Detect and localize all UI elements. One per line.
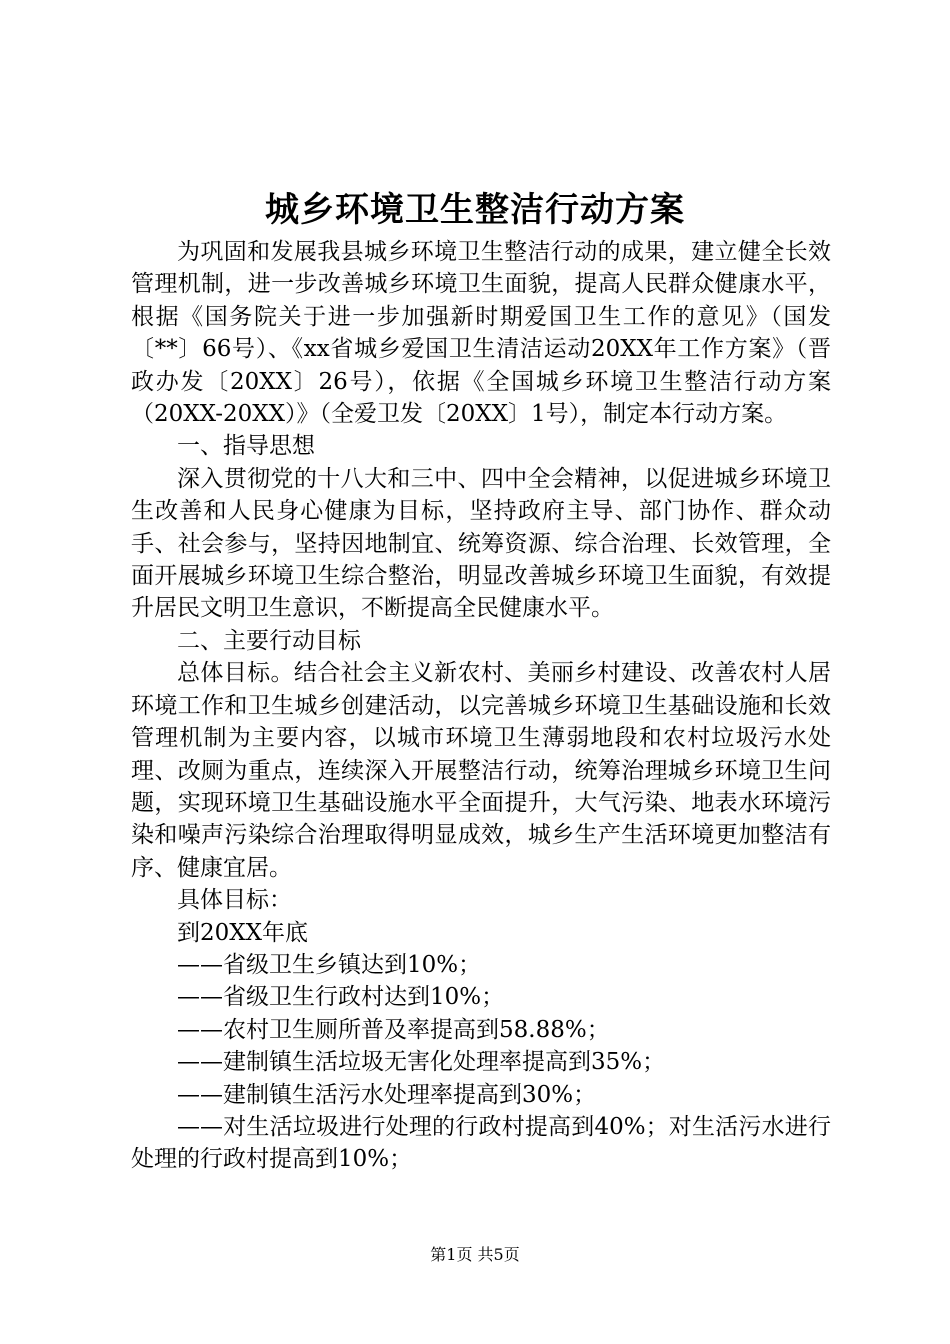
paragraph-overall-goal: 总体目标。结合社会主义新农村、美丽乡村建设、改善农村人居环境工作和卫生城乡创建活动，以完善城乡环境卫生基础设施和长效管理机制为主要内容，以城市环境卫生薄弱地段和农村垃圾污水处理、改厕为重点，连续深入开展整洁行动，统筹治理城乡环境卫生问题，实现环境卫生基础设施水平全面提升，大气污染、地表水环境污染和噪声污染综合治理取得明显成效，城乡生产生活环境更加整洁有序、健康宜居。	[131, 660, 831, 881]
paragraph-guiding-ideology: 深入贯彻党的十八大和三中、四中全会精神，以促进城乡环境卫生改善和人民身心健康为目标，坚持政府主导、部门协作、群众动手、社会参与，坚持因地制宜、统筹资源、综合治理、长效管理，全面开展城乡环境卫生综合整治，明显改善城乡环境卫生面貌，有效提升居民文明卫生意识，不断提高全民健康水平。	[131, 465, 831, 622]
page-footer: 第1页 共5页	[430, 1245, 520, 1264]
list-item-goal: ——农村卫生厕所普及率提高到58.88%；	[177, 1016, 610, 1043]
list-item-goal: ——对生活垃圾进行处理的行政村提高到40%；对生活污水进行处理的行政村提高到10%；	[131, 1113, 831, 1173]
document-body	[131, 236, 831, 1176]
section-heading-guiding-ideology: 一、指导思想	[177, 433, 315, 460]
list-item-goal: ——省级卫生行政村达到10%；	[177, 984, 505, 1011]
section-heading-main-goals: 二、主要行动目标	[177, 627, 361, 654]
paragraph-specific-goals-label: 具体目标：	[177, 887, 292, 914]
list-item-goal: ——建制镇生活垃圾无害化处理率提高到35%；	[177, 1049, 666, 1076]
paragraph-deadline: 到20XX年底	[177, 919, 309, 946]
paragraph-intro: 为巩固和发展我县城乡环境卫生整洁行动的成果，建立健全长效管理机制，进一步改善城乡环境卫生面貌，提高人民群众健康水平，根据《国务院关于进一步加强新时期爱国卫生工作的意见》（国发〔**〕66号）、《xx省城乡爱国卫生清洁运动20XX年工作方案》（晋政办发〔20XX〕26号），依据《全国城乡环境卫生整洁行动方案（20XX-20XX）》（全爱卫发〔20XX〕1号），制定本行动方案。	[131, 239, 831, 428]
list-item-goal: ——建制镇生活污水处理率提高到30%；	[177, 1081, 597, 1108]
list-item-goal: ——省级卫生乡镇达到10%；	[177, 951, 482, 978]
document-title: 城乡环境卫生整洁行动方案	[265, 190, 685, 230]
